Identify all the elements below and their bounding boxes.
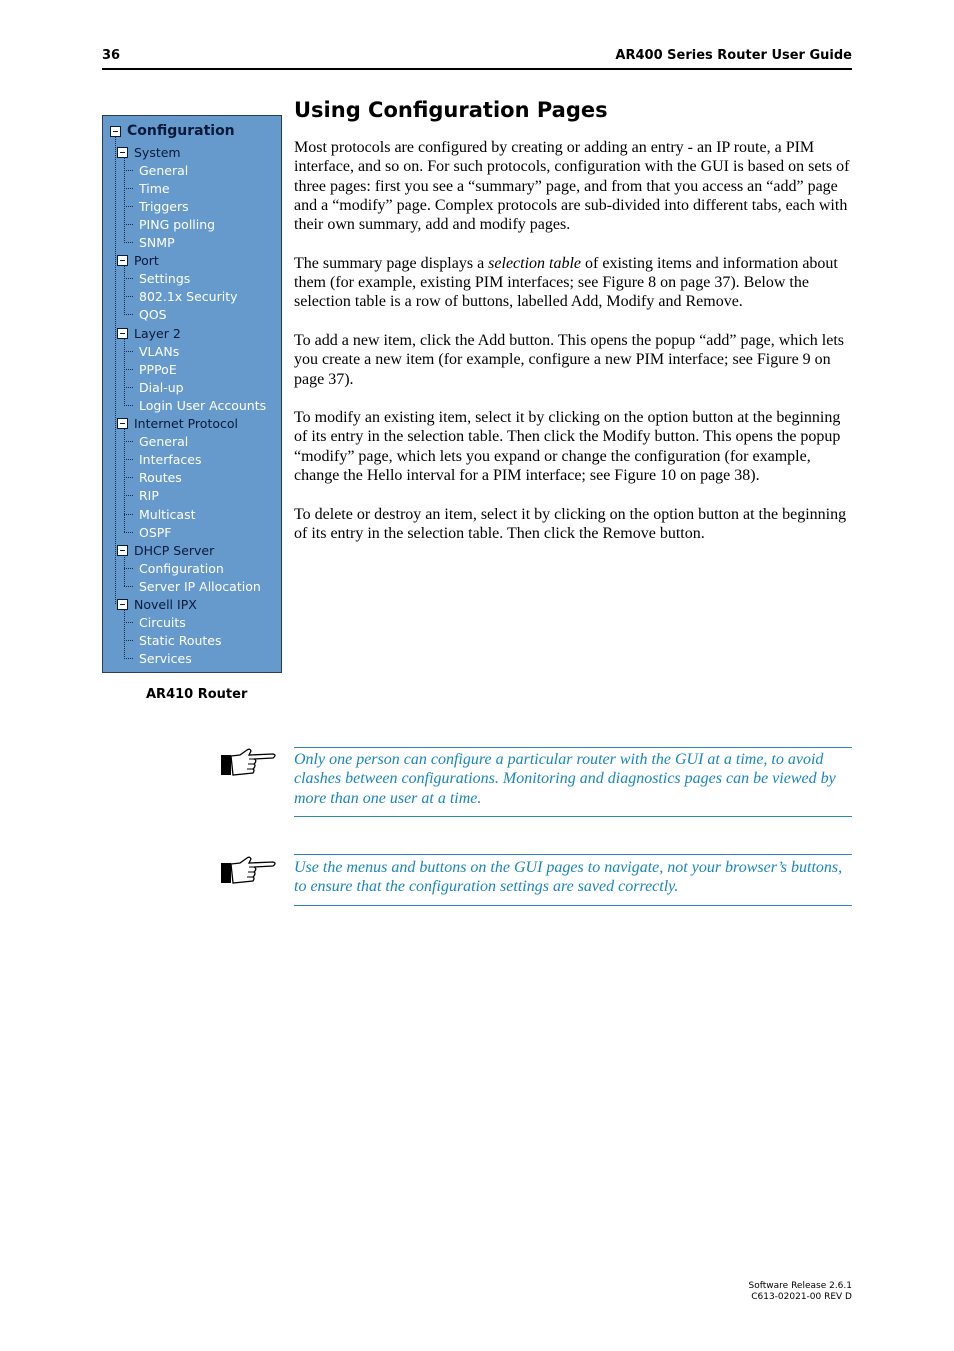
paragraph-summary-page: The summary page displays a selection table of existing items and information about them (for example, existing PIM interfaces; see Figure 8 on page 37). Below the selection table is a row of buttons, labelled Add, Modify and Remove.: [294, 254, 838, 311]
tree-connector: [124, 157, 125, 243]
tree-connector: [124, 296, 133, 297]
figure-caption: AR410 Router: [146, 687, 248, 702]
tree-item-802-1x-security[interactable]: [124, 288, 238, 306]
tree-connector: [124, 429, 125, 533]
tree-connector: [124, 405, 133, 406]
tree-item-ospf[interactable]: [124, 523, 172, 541]
tree-connector: [124, 532, 133, 533]
tree-connector: [124, 266, 125, 315]
tree-connector: [124, 441, 133, 442]
tree-group-label: Internet Protocol: [134, 416, 238, 431]
tree-item-label: Services: [139, 651, 192, 667]
tree-connector: [124, 640, 133, 641]
paragraph-remove: To delete or destroy an item, select it by clicking on the option button at the beginning of its entry in the selection table. Then click the Remove button.: [294, 505, 847, 542]
tree-connector: [124, 387, 133, 388]
software-release: Software Release 2.6.1: [748, 1281, 852, 1291]
tree-connector: [124, 568, 133, 569]
collapse-icon[interactable]: [117, 599, 128, 610]
note-navigation: [294, 854, 852, 906]
tree-connector: [124, 610, 125, 659]
tree-item-label: Routes: [139, 470, 182, 486]
collapse-icon[interactable]: [110, 126, 121, 137]
tree-connector: [124, 278, 133, 279]
configuration-tree-panel: [102, 115, 282, 673]
tree-connector: [124, 459, 133, 460]
tree-connector: [124, 495, 133, 496]
tree-item-label: QOS: [139, 307, 167, 323]
tree-item-ping-polling[interactable]: [124, 215, 215, 233]
tree-item-label: RIP: [139, 488, 159, 504]
body-text: [294, 138, 854, 563]
pointing-hand-icon: [220, 747, 278, 777]
tree-item-label: General: [139, 162, 189, 178]
tree-item-general[interactable]: [124, 433, 188, 451]
tree-item-label: SNMP: [139, 235, 175, 250]
tree-item-general[interactable]: [124, 161, 188, 179]
tree-item-snmp[interactable]: [124, 234, 175, 252]
tree-group-label: Port: [134, 253, 159, 269]
tree-item-triggers[interactable]: [124, 197, 189, 215]
note-text: Use the menus and buttons on the GUI pages to navigate, not your browser’s buttons, to ensure that the configuration settings are saved correctly.: [294, 859, 843, 896]
tree-connector: [124, 170, 133, 171]
collapse-icon[interactable]: [117, 147, 128, 158]
tree-item-vlans[interactable]: [124, 342, 179, 360]
tree-group-novell-ipx[interactable]: [117, 596, 197, 614]
tree-item-qos[interactable]: [124, 306, 167, 324]
tree-group-internet-protocol[interactable]: [117, 415, 238, 433]
tree-root-configuration[interactable]: [110, 122, 235, 140]
tree-group-label: System: [134, 144, 181, 160]
tree-connector: [124, 622, 133, 623]
tree-item-routes[interactable]: [124, 469, 182, 487]
tree-item-rip[interactable]: [124, 487, 159, 505]
tree-item-label: 802.1x Security: [139, 289, 238, 305]
tree-item-login-user-accounts[interactable]: [124, 396, 266, 414]
header-rule: [102, 68, 852, 70]
paragraph-intro: Most protocols are configured by creating or adding an entry - an IP route, a PIM interface, and so on. For such protocols, configuration with the GUI is based on sets of three pages: first you see a “summary” page, and from that you access an “add” page and a “modify” page. Complex protocols are sub-divided into different tabs, each with their own summary, add and modify pages.: [294, 139, 850, 234]
tree-item-label: OSPF: [139, 524, 172, 540]
selection-table-term: selection table: [488, 254, 582, 272]
paragraph-add: To add a new item, click the Add button. This opens the popup “add” page, which lets you create a new item (for example, configure a new PIM interface; see Figure 9 on page 37).: [294, 331, 845, 388]
tree-item-label: Multicast: [139, 506, 196, 522]
tree-item-label: PPPoE: [139, 361, 177, 377]
tree-item-dial-up[interactable]: [124, 378, 184, 396]
document-code: C613-02021-00 REV D: [751, 1292, 852, 1302]
tree-item-static-routes[interactable]: [124, 632, 222, 650]
tree-item-label: PING polling: [139, 216, 216, 232]
tree-connector: [124, 586, 133, 587]
tree-connector: [124, 206, 133, 207]
page-number: 36: [102, 48, 121, 63]
tree-item-label: Login User Accounts: [139, 397, 267, 413]
tree-group-label: Layer 2: [134, 325, 181, 341]
tree-group-layer-2[interactable]: [117, 324, 181, 342]
pointing-hand-icon: [220, 855, 278, 885]
tree-item-circuits[interactable]: [124, 614, 186, 632]
collapse-icon[interactable]: [117, 255, 128, 266]
note-single-user: [294, 747, 852, 817]
tree-connector: [124, 555, 125, 586]
tree-connector: [124, 188, 133, 189]
tree-item-time[interactable]: [124, 179, 170, 197]
tree-connector: [124, 242, 133, 243]
tree-item-label: Static Routes: [139, 633, 222, 649]
tree-item-label: Interfaces: [139, 452, 202, 468]
tree-connector: [115, 134, 116, 604]
note-text: Only one person can configure a particular router with the GUI at a time, to avoid clashes between configurations. Monitoring and diagnostics pages can be viewed by more than one user at a time.: [294, 751, 836, 807]
tree-root-label: Configuration: [127, 123, 235, 139]
tree-item-settings[interactable]: [124, 270, 190, 288]
tree-connector: [124, 658, 133, 659]
tree-connector: [124, 514, 133, 515]
tree-item-label: Configuration: [139, 560, 224, 576]
tree-group-system[interactable]: [117, 143, 181, 161]
tree-item-configuration[interactable]: [124, 559, 224, 577]
tree-connector: [124, 369, 133, 370]
tree-item-label: Settings: [139, 271, 191, 287]
tree-item-label: Circuits: [139, 615, 186, 631]
collapse-icon[interactable]: [117, 328, 128, 339]
tree-item-label: VLANs: [139, 343, 180, 359]
tree-item-label: General: [139, 434, 189, 450]
tree-connector: [124, 338, 125, 406]
tree-connector: [124, 224, 133, 225]
tree-item-multicast[interactable]: [124, 505, 196, 523]
tree-item-services[interactable]: [124, 650, 192, 668]
tree-item-label: Triggers: [139, 198, 189, 214]
collapse-icon[interactable]: [117, 545, 128, 556]
tree-item-label: Time: [139, 180, 170, 196]
tree-connector: [124, 477, 133, 478]
paragraph-modify: To modify an existing item, select it by clicking on the option button at the beginning of its entry in the selection table. Then click the Modify button. This opens the popup “modify” page, which lets you expand or change the configuration (for example, change the Hello interval for a PIM interface; see Figure 10 on page 38).: [294, 409, 841, 485]
tree-group-label: Novell IPX: [134, 597, 197, 612]
tree-item-label: Dial-up: [139, 379, 184, 395]
tree-item-pppoe[interactable]: [124, 360, 177, 378]
tree-item-label: Server IP Allocation: [139, 578, 261, 594]
collapse-icon[interactable]: [117, 418, 128, 429]
tree-item-server-ip-allocation[interactable]: [124, 577, 261, 595]
running-header-title: AR400 Series Router User Guide: [615, 48, 852, 63]
section-heading: Using Configuration Pages: [294, 98, 608, 122]
tree-item-interfaces[interactable]: [124, 451, 201, 469]
tree-group-label: DHCP Server: [134, 542, 215, 558]
tree-connector: [124, 351, 133, 352]
tree-connector: [124, 314, 133, 315]
tree-group-dhcp-server[interactable]: [117, 541, 214, 559]
